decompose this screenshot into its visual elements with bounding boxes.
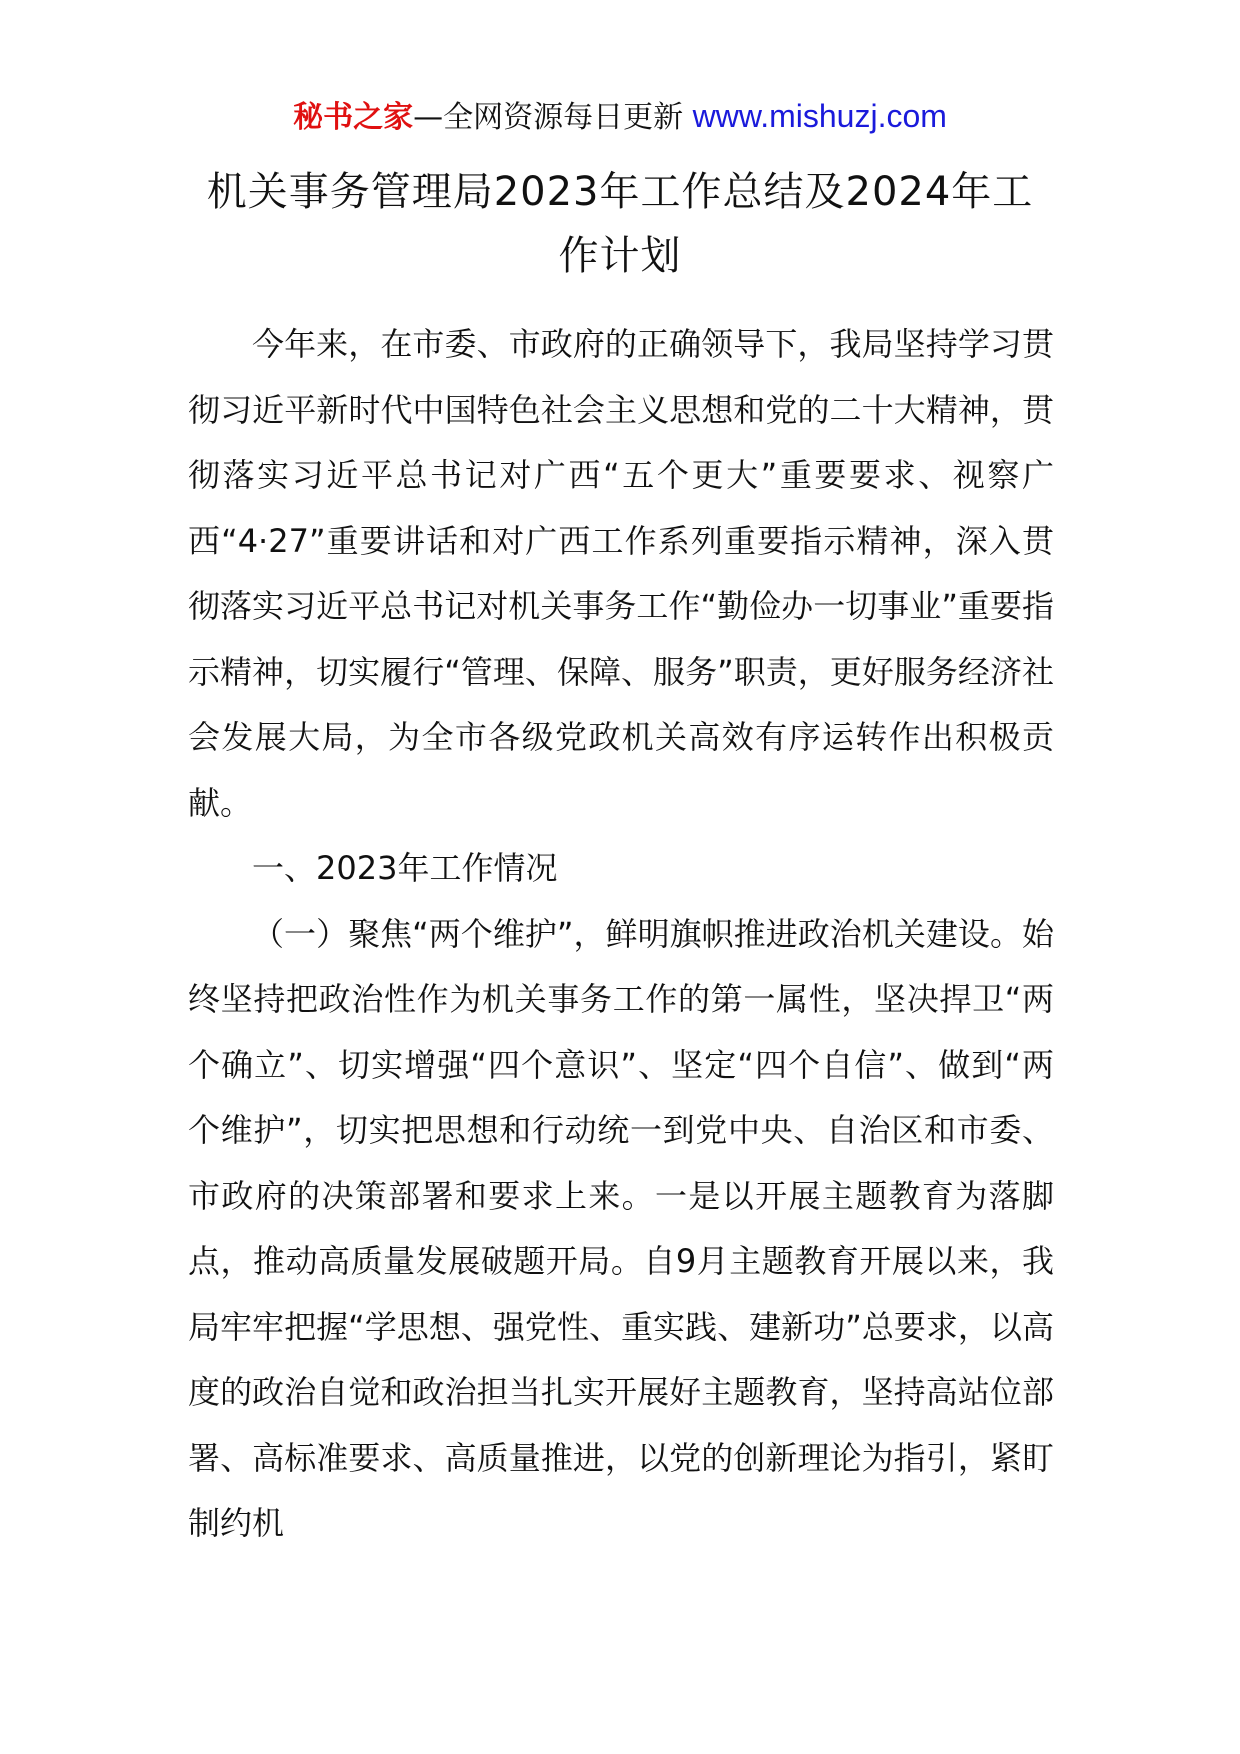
section-paragraph: （一）聚焦“两个维护”，鲜明旗帜推进政治机关建设。始终坚持把政治性作为机关事务工作的第一属性，坚决捍卫“两个确立”、切实增强“四个意识”、坚定“四个自信”、做到“两个维护”，切实把思想和行动统一到党中央、自治区和市委、市政府的决策部署和要求上来。一是以开展主题教育为落脚点，推动高质量发展破题开局。自9月主题教育开展以来，我局牢牢把握“学思想、强党性、重实践、建新功”总要求，以高度的政治自觉和政治担当扎实开展好主题教育，坚持高站位部署、高标准要求、高质量推进，以党的创新理论为指引，紧盯制约机	[188, 914, 1054, 1542]
document-body	[188, 312, 1054, 1557]
section-heading: 一、2023年工作情况	[252, 849, 558, 887]
site-url-link[interactable]: www.mishuzj.com	[692, 98, 947, 134]
header-slogan: —全网资源每日更新	[413, 100, 693, 135]
brand-name: 秘书之家	[293, 100, 414, 135]
document-title: 机关事务管理局2023年工作总结及2024年工作计划	[206, 169, 1034, 279]
site-header	[0, 96, 1240, 138]
intro-paragraph: 今年来，在市委、市政府的正确领导下，我局坚持学习贯彻习近平新时代中国特色社会主义思想和党的二十大精神，贯彻落实习近平总书记对广西“五个更大”重要要求、视察广西“4·27”重要讲话和对广西工作系列重要指示精神，深入贯彻落实习近平总书记对机关事务工作“勤俭办一切事业”重要指示精神，切实履行“管理、保障、服务”职责，更好服务经济社会发展大局，为全市各级党政机关高效有序运转作出积极贡献。	[188, 325, 1054, 822]
